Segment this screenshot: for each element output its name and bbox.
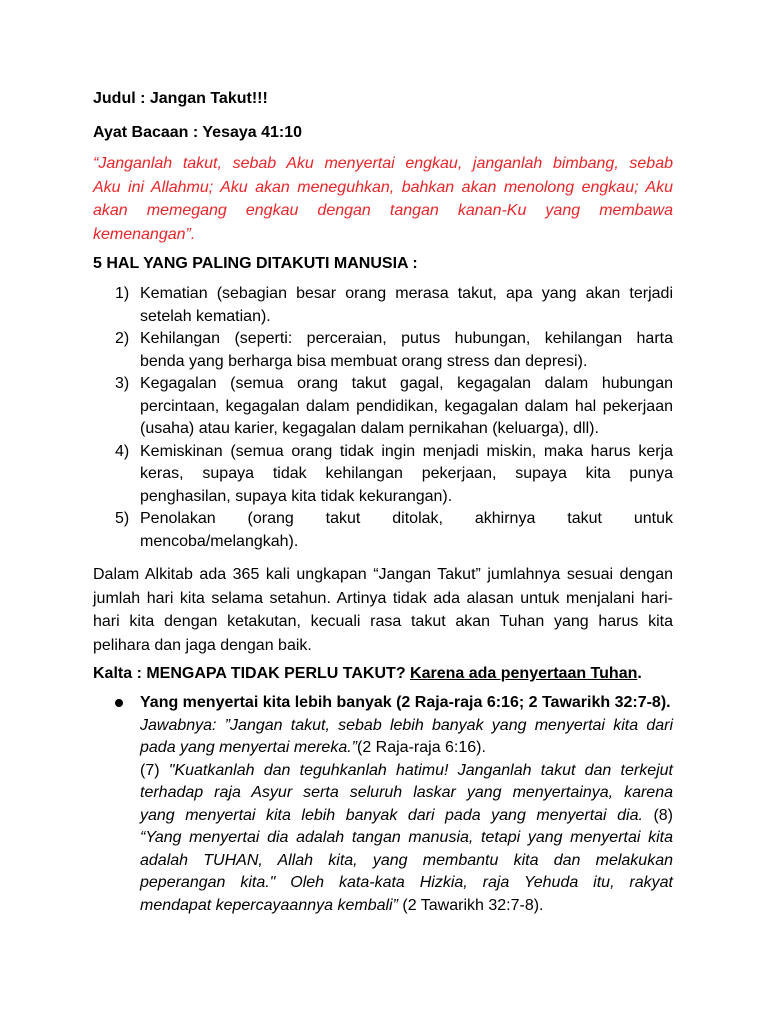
paragraph-line: jumlah hari kita selama setahun. Artinya tidak ada alasan untuk menjalani hari- bbox=[93, 589, 673, 607]
list-number: 3) bbox=[115, 375, 130, 392]
list-item bbox=[93, 283, 673, 328]
list-line: Kematian (sebagian besar orang merasa takut, apa yang akan terjadi bbox=[140, 285, 673, 302]
reference-text: (2 Tawarikh 32:7-8). bbox=[397, 896, 544, 914]
bullet-icon bbox=[115, 699, 123, 707]
list-line: (usaha) atau karier, kegagalan dalam pernikahan (keluarga), dll). bbox=[140, 420, 599, 437]
body-paragraph bbox=[93, 563, 673, 657]
list-line: Kegagalan (semua orang takut gagal, kegagalan dalam hubungan bbox=[140, 375, 673, 392]
quote-text: pada yang menyertai mereka.” bbox=[140, 739, 357, 756]
reference-text: (2 Raja-raja 6:16). bbox=[357, 739, 486, 756]
list-line: Penolakan (orang takut ditolak, akhirnya takut untuk bbox=[140, 510, 673, 527]
paragraph-line: Dalam Alkitab ada 365 kali ungkapan “Jangan Takut” jumlahnya sesuai dengan bbox=[93, 566, 673, 583]
bullet-line: terhadap raja Asyur serta seluruh laskar yang menyertainya, karena bbox=[140, 784, 673, 801]
kalta-suffix: . bbox=[637, 665, 642, 682]
quote-text: mendapat kepercayaannya kembali” bbox=[140, 896, 398, 914]
kalta-heading bbox=[93, 663, 673, 685]
bullet-heading: Yang menyertai kita lebih banyak (2 Raja-raja 6:16; 2 Tawarikh 32:7-8). bbox=[140, 694, 671, 711]
reading-reference: Ayat Bacaan : Yesaya 41:10 bbox=[93, 124, 303, 141]
verse-line: akan memegang engkau dengan tangan kanan-Ku yang membawa bbox=[93, 202, 673, 219]
list-item bbox=[93, 441, 673, 509]
list-line: percintaan, kegagalan dalam pendidikan, kegagalan dalam hal pekerjaan bbox=[140, 397, 673, 415]
kalta-prefix: Kalta : MENGAPA TIDAK PERLU TAKUT? bbox=[93, 665, 411, 682]
list-line: mencoba/melangkah). bbox=[140, 532, 299, 550]
bullet-body bbox=[140, 692, 673, 917]
verse-number: (8) bbox=[642, 806, 674, 824]
list-number: 1) bbox=[115, 285, 130, 302]
verse-line: “Janganlah takut, sebab Aku menyertai engkau, janganlah bimbang, sebab bbox=[93, 155, 673, 172]
bullet-line: Jawabnya: ”Jangan takut, sebab lebih banyak yang menyertai kita dari bbox=[140, 716, 673, 734]
list-number: 2) bbox=[115, 330, 130, 347]
paragraph-line: pelihara dan jaga dengan baik. bbox=[93, 636, 312, 654]
quote-text: "Kuatkanlah dan teguhkanlah hatimu! Janganlah takut dan terkejut bbox=[168, 761, 674, 779]
bullet-line: adalah TUHAN, Allah kita, yang membantu kita dan melakukan bbox=[140, 851, 673, 869]
list-item bbox=[93, 328, 673, 373]
bullet-line: “Yang menyertai dia adalah tangan manusia, tetapi yang menyertai kita bbox=[140, 829, 673, 846]
bullet-line bbox=[140, 805, 673, 828]
fears-heading: 5 HAL YANG PALING DITAKUTI MANUSIA : bbox=[93, 255, 418, 272]
bible-verse bbox=[93, 152, 673, 246]
bullet-line bbox=[140, 737, 673, 760]
list-line: keras, supaya tidak kehilangan pekerjaan, supaya kita punya bbox=[140, 465, 673, 482]
kalta-underlined: Karena ada penyertaan Tuhan bbox=[410, 665, 638, 682]
document-title: Judul : Jangan Takut!!! bbox=[93, 90, 268, 107]
bullet-line bbox=[140, 760, 673, 783]
list-line: Kehilangan (seperti: perceraian, putus hubungan, kehilangan harta bbox=[140, 330, 673, 347]
list-item bbox=[93, 373, 673, 441]
list-number: 5) bbox=[115, 510, 130, 527]
paragraph-line: hari kita dengan ketakutan, kecuali rasa takut akan Tuhan yang harus kita bbox=[93, 613, 673, 630]
verse-line: kemenangan”. bbox=[93, 225, 196, 243]
list-line: penghasilan, supaya kita tidak kekurangan). bbox=[140, 487, 453, 505]
list-number: 4) bbox=[115, 442, 130, 460]
verse-line: Aku ini Allahmu; Aku akan meneguhkan, bahkan akan menolong engkau; Aku bbox=[93, 178, 673, 196]
list-line: setelah kematian). bbox=[140, 307, 271, 325]
quote-text: yang menyertai kita lebih banyak dari pada yang menyertai dia. bbox=[140, 806, 643, 824]
list-line: Kemiskinan (semua orang tidak ingin menjadi miskin, maka harus kerja bbox=[140, 442, 673, 460]
list-line: benda yang berharga bisa membuat orang stress dan depresi). bbox=[140, 352, 588, 370]
bullet-line bbox=[140, 895, 673, 918]
list-item bbox=[93, 508, 673, 553]
bullet-line: peperangan kita." Oleh kata-kata Hizkia, raja Yehuda itu, rakyat bbox=[140, 874, 673, 891]
verse-number: (7) bbox=[140, 761, 169, 779]
fears-list bbox=[93, 283, 673, 553]
